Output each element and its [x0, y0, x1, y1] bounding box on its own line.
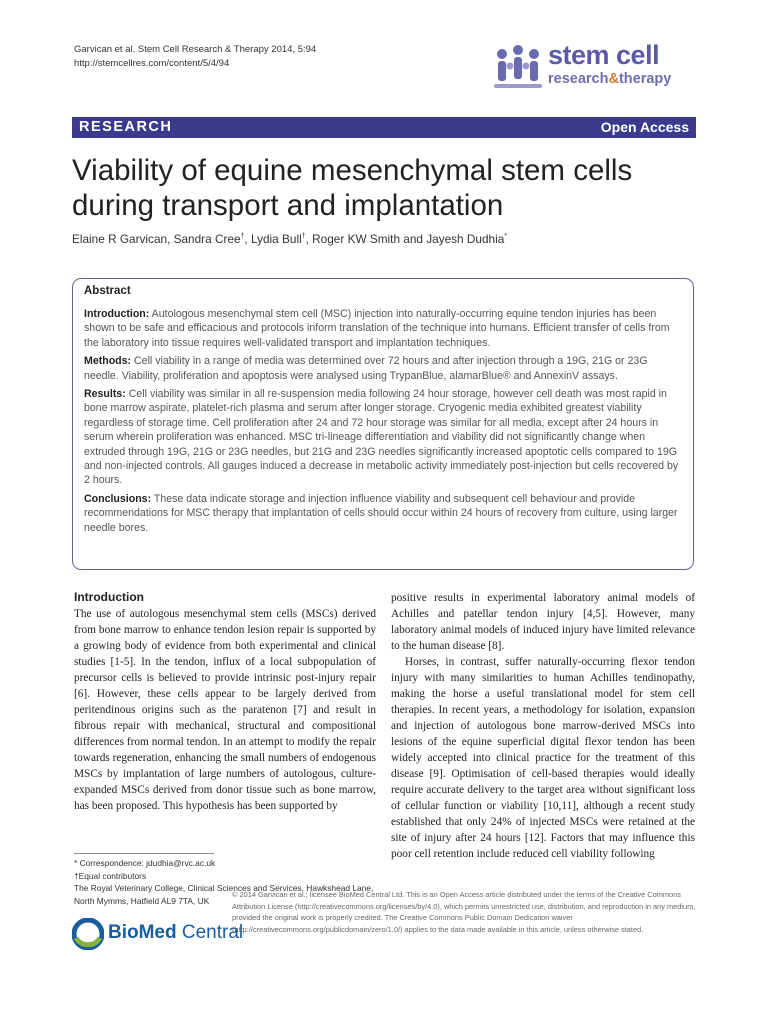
stem-cell-people-icon: [492, 44, 544, 92]
citation: [74, 43, 316, 71]
logo-research-therapy: research&therapy: [548, 71, 672, 87]
affiliation-line: The Royal Veterinary College, Clinical Sciences and Services, Hawkshead Lane,: [74, 883, 374, 893]
biomed-wordmark: BioMed Central: [108, 922, 244, 943]
abstract-methods: Methods: Cell viability in a range of media was determined over 72 hours and after injection through a 19G, 21G or 23G needle. Viability, proliferation and apoptosis were analysed using TrypanBlue, alamarBlue® and AnnexinV assays.: [84, 355, 648, 382]
correspondence-email[interactable]: * Correspondence: jdudhia@rvc.ac.uk: [74, 858, 216, 868]
article-type-label: RESEARCH: [79, 119, 173, 135]
body-paragraph: Horses, in contrast, suffer naturally-occurring flexor tendon injury with many similarities to human Achilles tendinopathy, making the horse a useful translational model for stem cell therapies. In recent years, a methodology for isolation, expansion and injection of autologous bone marrow-derived MSCs into lesions of the equine superficial digital flexor tendon has been widely accepted into clinical practice for the treatment of this disease [9]. Optimisation of cell-based therapies would ideally require accurate delivery to the target area without significant loss of cellular function or viability [10,11], although a recent study established that only 24% of injected MSCs were retained at the site of injury after 24 hours [12]. Factors that may influence this poor cell retention include reduced cell viability following: [391, 656, 695, 860]
journal-logo: [492, 40, 697, 94]
article-type-bar: [72, 117, 696, 138]
article-title: Viability of equine mesenchymal stem cells during transport and implantation: [72, 154, 633, 222]
left-column: [74, 606, 376, 814]
abstract-box: [72, 278, 694, 570]
author-list: Elaine R Garvican, Sandra Cree†, Lydia Bull†, Roger KW Smith and Jayesh Dudhia*: [72, 232, 508, 246]
citation-url[interactable]: http://stemcellres.com/content/5/4/94: [74, 58, 230, 69]
right-column: [391, 590, 695, 862]
abstract-heading: Abstract: [84, 285, 131, 297]
biomed-central-logo: [72, 916, 244, 952]
equal-contributors-note: †Equal contributors: [74, 870, 147, 881]
logo-stem-cell: stem cell: [548, 40, 660, 70]
abstract-introduction: Introduction: Autologous mesenchymal stem cell (MSC) injection into naturally-occurring equine tendon injuries has been shown to be safe and efficacious and protocols inform translation of the technique into humans. Efficient transfer of cells from the laboratory into tissue requires well-validated transport and implantation techniques.: [84, 308, 670, 349]
citation-journal: Garvican et al. Stem Cell Research & Therapy 2014, 5:94: [74, 44, 317, 55]
abstract-conclusions: Conclusions: These data indicate storage and injection influence viability and subsequent cell behaviour and provide recommendations for MSC therapy that implantation of cells should occur within 24 hours of recovery from culture, using larger needle bores.: [84, 492, 678, 534]
abstract-body: [84, 307, 684, 539]
footnote-divider: [74, 853, 214, 854]
body-paragraph: The use of autologous mesenchymal stem cells (MSCs) derived from bone marrow to enhance tendon lesion repair is supported by a growing body of evidence from both experimental and clinical studies [1-5]. In the tendon, influx of a local subpopulation of precursor cells is believed to provide intrinsic post-injury repair [6]. However, these cells appear to be largely derived from peritendinous origins such as the paratenon [7] and result in fibrous repair with mechanical, structural and compositional differences from normal tendon. In an attempt to modify the repair towards regeneration, enhancing the small numbers of endogenous MSCs by implantation of large numbers of autologous, culture-expanded MSCs derived from donor tissue such as bone marrow, has been proposed. This hypothesis has been supported by: [74, 608, 376, 812]
biomed-circle-icon: [72, 918, 104, 950]
body-paragraph: positive results in experimental laboratory animal models of Achilles and patellar tendon injury [4,5]. However, many laboratory animal models of induced injury have limited relevance to the human disease [8].: [391, 592, 695, 652]
affiliation-line: North Mymms, Hatfield AL9 7TA, UK: [74, 895, 210, 906]
open-access-label: Open Access: [600, 119, 689, 135]
abstract-results: Results: Cell viability was similar in all re-suspension media following 24 hour storage, however cell death was most rapid in bone marrow aspirate, platelet-rich plasma and serum after longer storage. Cryogenic media exhibited greatest viability regardless of storage time. Cell proliferation after 24 and 72 hour storage was similar for all media, except after 24 hours in serum wherein proliferation was enhanced. MSC tri-lineage differentiation and viability did not significantly change when extruded through 19G, 21G or 23G needles, but 21G and 23G needles significantly increased apoptotic cells compared to 19G and non-injected controls. All gauges induced a decrease in metabolic activity immediately post-injection but cells recovered by 2 hours.: [84, 388, 679, 487]
license-statement: © 2014 Garvican et al.; licensee BioMed Central Ltd. This is an Open Access article distributed under the terms of the Creative Commons Attribution License (http://creativecommons.org/licenses/by/4.0), which permits unrestricted use, distribution, and reproduction in any medium, provided the original work is properly credited. The Creative Commons Public Domain Dedication waiver (http://creativecommons.org/publicdomain/zero/1.0/) applies to the data made available in this article, unless otherwise stated.: [232, 890, 696, 934]
introduction-heading: Introduction: [74, 590, 144, 604]
